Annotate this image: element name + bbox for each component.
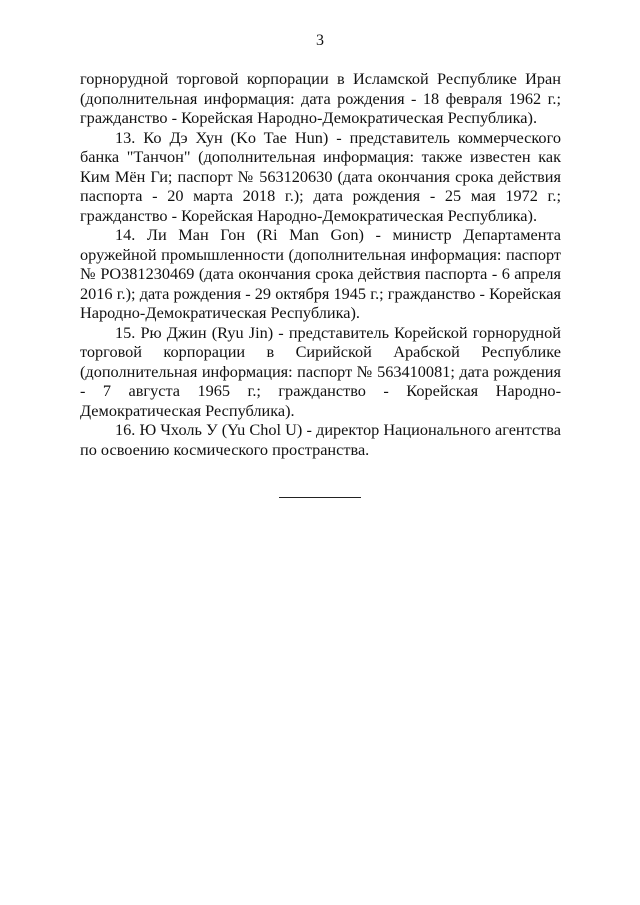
paragraph-item-15: 15. Рю Джин (Ryu Jin) - представитель Корейской горнорудной торговой корпорации в Сирийской Арабской Республике (дополнительная информация: паспорт № 563410081; дата рождения - 7 августа 1965 г.; гражданство - Корейская Народно-Демократическая Республика). [80,322,561,420]
paragraph-item-14: 14. Ли Ман Гон (Ri Man Gon) - министр Департамента оружейной промышленности (дополнительная информация: паспорт № PO381230469 (дата окончания срока действия паспорта - 6 апреля 2016 г.); дата рождения - 29 октября 1945 г.; гражданство - Корейская Народно-Демократическая Республика). [80,225,561,322]
end-of-document-rule [279,497,361,498]
paragraph-continuation: горнорудной торговой корпорации в Исламской Республике Иран (дополнительная информация: дата рождения - 18 февраля 1962 г.; гражданство - Корейская Народно-Демократическая Республика). [80,69,561,127]
paragraph-item-16: 16. Ю Чхоль У (Yu Chol U) - директор Национального агентства по освоению космического пространства. [80,420,561,459]
page-number: 3 [316,32,324,49]
paragraph-item-13: 13. Ко Дэ Хун (Ko Tae Hun) - представитель коммерческого банка "Танчон" (дополнительная информация: также известен как Ким Мён Ги; паспорт № 563120630 (дата окончания срока действия паспорта - 20 марта 2018 г.); дата рождения - 25 мая 1972 г.; гражданство - Корейская Народно-Демократическая Республика). [80,127,561,225]
document-body [80,69,561,459]
